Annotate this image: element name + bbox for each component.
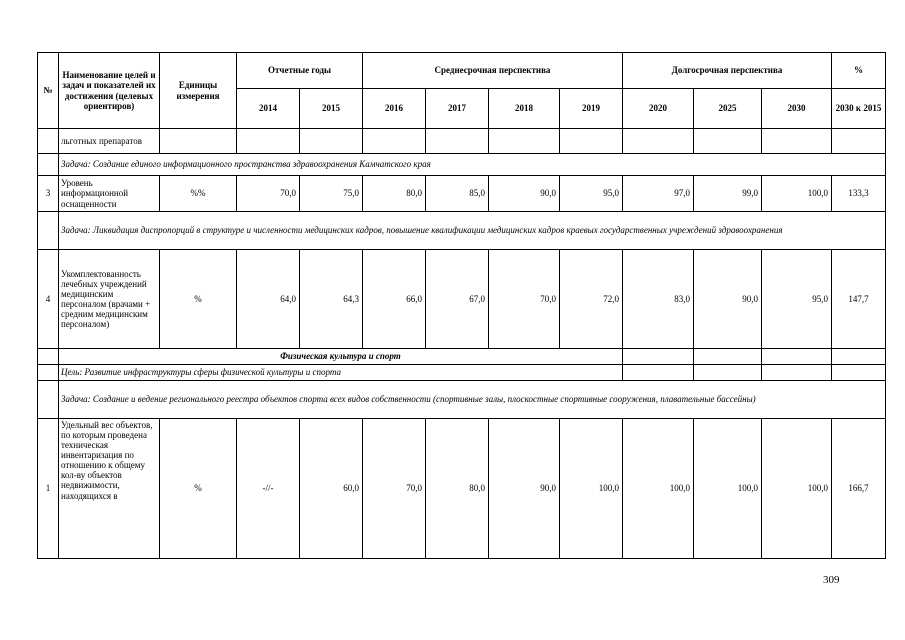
value-cell: 100,0 xyxy=(762,176,832,212)
task-row xyxy=(38,212,886,250)
value-cell: 66,0 xyxy=(363,250,426,349)
medium-term-header: Среднесрочная перспектива xyxy=(363,53,623,89)
long-term-header: Долгосрочная перспектива xyxy=(623,53,832,89)
indicator-name: Уровень информационной оснащенности xyxy=(59,176,160,212)
value-cell: 80,0 xyxy=(426,419,489,559)
value-cell: 67,0 xyxy=(426,250,489,349)
pct-subheader: 2030 к 2015 xyxy=(832,89,886,129)
value-cell: 75,0 xyxy=(300,176,363,212)
task-row xyxy=(38,381,886,419)
year-header: 2017 xyxy=(426,89,489,129)
pct-cell: 166,7 xyxy=(832,419,886,559)
value-cell: -//- xyxy=(237,419,300,559)
value-cell: 64,3 xyxy=(300,250,363,349)
year-header: 2014 xyxy=(237,89,300,129)
task-text: Задача: Создание единого информационного пространства здравоохранения Камчатского края xyxy=(59,154,886,176)
year-header: 2018 xyxy=(489,89,560,129)
indicator-name: Укомплектованность лечебных учреждений медицинским персоналом (врачами + средним медицинским персоналом) xyxy=(59,250,160,349)
section-row xyxy=(38,349,886,365)
value-cell: 85,0 xyxy=(426,176,489,212)
section-title: Физическая культура и спорт xyxy=(59,349,623,365)
value-cell: 60,0 xyxy=(300,419,363,559)
value-cell: 90,0 xyxy=(489,176,560,212)
unit-cell: % xyxy=(160,250,237,349)
table-row xyxy=(38,250,886,349)
year-header: 2016 xyxy=(363,89,426,129)
value-cell: 100,0 xyxy=(623,419,694,559)
row-number: 1 xyxy=(38,419,59,559)
value-cell: 83,0 xyxy=(623,250,694,349)
year-header: 2015 xyxy=(300,89,363,129)
pct-header: % xyxy=(832,53,886,89)
value-cell: 95,0 xyxy=(560,176,623,212)
indicator-name: Удельный вес объектов, по которым проведена техническая инвентаризация по отношению к общему кол-ву объектов недвижимости, находящихся в xyxy=(59,419,160,559)
row-number: 3 xyxy=(38,176,59,212)
value-cell: 70,0 xyxy=(489,250,560,349)
col-units-header: Единицы измерения xyxy=(160,53,237,129)
value-cell: 100,0 xyxy=(762,419,832,559)
year-header: 2030 xyxy=(762,89,832,129)
value-cell: 64,0 xyxy=(237,250,300,349)
pct-cell: 133,3 xyxy=(832,176,886,212)
unit-cell: %% xyxy=(160,176,237,212)
value-cell: 72,0 xyxy=(560,250,623,349)
value-cell: 97,0 xyxy=(623,176,694,212)
goal-text: Цель: Развитие инфраструктуры сферы физической культуры и спорта xyxy=(59,365,623,381)
pct-cell: 147,7 xyxy=(832,250,886,349)
value-cell: 90,0 xyxy=(694,250,762,349)
row-number: 4 xyxy=(38,250,59,349)
unit-cell: % xyxy=(160,419,237,559)
table-row xyxy=(38,176,886,212)
value-cell: 95,0 xyxy=(762,250,832,349)
value-cell: 100,0 xyxy=(694,419,762,559)
task-text: Задача: Ликвидация диспропорций в структуре и численности медицинских кадров, повышение квалификации медицинских кадров краевых государственных учреждений здравоохранения xyxy=(59,212,886,250)
table-row xyxy=(38,419,886,559)
col-num-header: № xyxy=(38,53,59,129)
reported-years-header: Отчетные годы xyxy=(237,53,363,89)
page-number: 309 xyxy=(823,574,840,586)
indicator-name: льготных препаратов xyxy=(59,129,160,154)
task-row xyxy=(38,154,886,176)
value-cell: 70,0 xyxy=(363,419,426,559)
value-cell: 90,0 xyxy=(489,419,560,559)
value-cell: 99,0 xyxy=(694,176,762,212)
value-cell: 80,0 xyxy=(363,176,426,212)
year-header: 2019 xyxy=(560,89,623,129)
col-name-header: Наименование целей и задач и показателей их достижения (целевых ориентиров) xyxy=(59,53,160,129)
task-text: Задача: Создание и ведение регионального реестра объектов спорта всех видов собственности (спортивные залы, плоскостные спортивные сооружения, плавательные бассейны) xyxy=(59,381,886,419)
year-header: 2020 xyxy=(623,89,694,129)
indicators-table xyxy=(37,52,886,559)
table-row xyxy=(38,129,886,154)
goal-row xyxy=(38,365,886,381)
value-cell: 70,0 xyxy=(237,176,300,212)
year-header: 2025 xyxy=(694,89,762,129)
value-cell: 100,0 xyxy=(560,419,623,559)
